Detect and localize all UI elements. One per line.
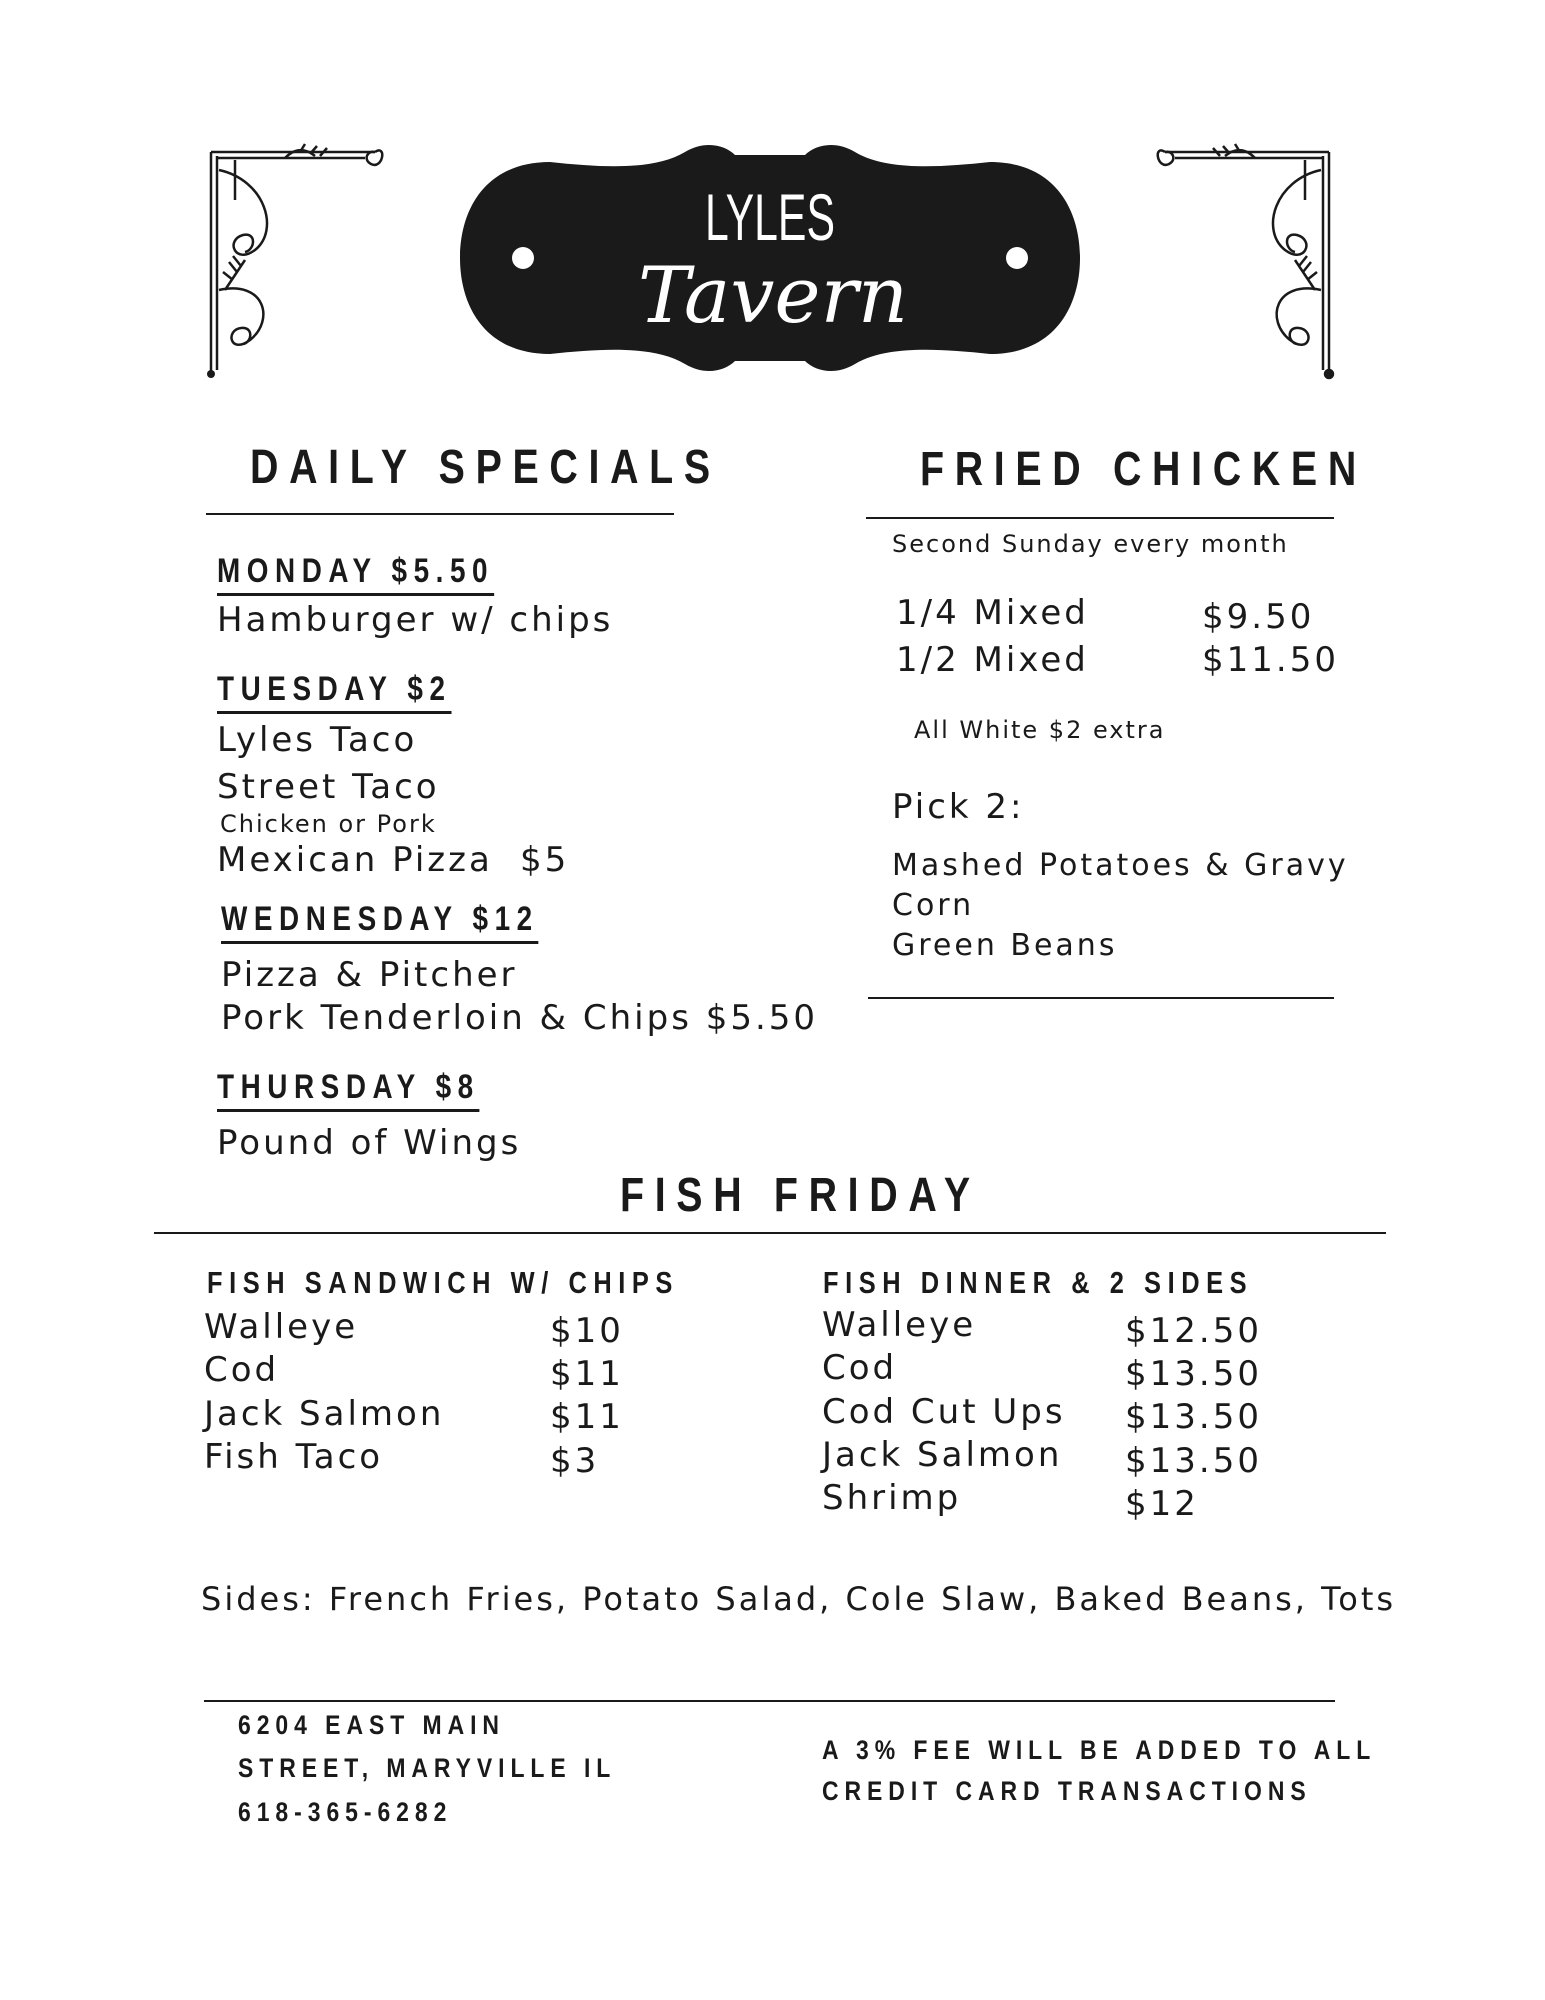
tuesday-note: Chicken or Pork [220, 810, 437, 838]
fried-chicken-pick-label: Pick 2: [892, 787, 1025, 827]
footer-fee-line1: A 3% FEE WILL BE ADDED TO ALL [822, 1735, 1377, 1765]
corner-flourish-left-icon [205, 140, 385, 380]
fish-dinner-item-price: $13.50 [1125, 1354, 1262, 1394]
fish-friday-sides: Sides: French Fries, Potato Salad, Cole Slaw, Baked Beans, Tots [201, 1580, 1397, 1618]
monday-item: Hamburger w/ chips [217, 600, 614, 640]
daily-specials-title: DAILY SPECIALS [250, 441, 721, 494]
wednesday-item-tenderloin: Pork Tenderloin & Chips $5.50 [221, 998, 819, 1038]
fish-sandwich-item-name: Walleye [204, 1307, 359, 1347]
monday-heading: MONDAY $5.50 [217, 552, 494, 596]
fried-chicken-note: All White $2 extra [914, 716, 1166, 744]
wednesday-item-pizza: Pizza & Pitcher [221, 955, 518, 995]
tuesday-heading: TUESDAY $2 [217, 670, 452, 714]
footer-rule [204, 1700, 1335, 1702]
fish-friday-rule [154, 1232, 1386, 1234]
fish-sandwich-item-name: Cod [204, 1350, 280, 1390]
fish-dinner-item-name: Cod [822, 1348, 898, 1388]
fried-chicken-side: Corn [892, 888, 975, 923]
fried-chicken-title: FRIED CHICKEN [920, 443, 1367, 496]
fish-dinner-item-price: $13.50 [1125, 1441, 1262, 1481]
thursday-heading: THURSDAY $8 [217, 1068, 480, 1112]
fried-chicken-rule [866, 517, 1334, 519]
fish-sandwich-heading: FISH SANDWICH W/ CHIPS [207, 1265, 679, 1300]
fish-friday-title: FISH FRIDAY [620, 1169, 981, 1222]
corner-flourish-right-icon [1155, 140, 1335, 380]
fried-chicken-subtitle: Second Sunday every month [892, 530, 1289, 558]
footer-address-line1: 6204 EAST MAIN [238, 1710, 505, 1740]
tuesday-item-lyles-taco: Lyles Taco [217, 720, 418, 760]
fish-dinner-item-name: Cod Cut Ups [822, 1392, 1066, 1432]
daily-specials-rule [206, 513, 674, 515]
fish-sandwich-item-price: $3 [550, 1441, 600, 1481]
thursday-item: Pound of Wings [217, 1123, 522, 1163]
fish-dinner-item-price: $13.50 [1125, 1397, 1262, 1437]
fried-chicken-item-price: $11.50 [1202, 640, 1339, 680]
fish-sandwich-item-price: $11 [550, 1354, 624, 1394]
wednesday-heading: WEDNESDAY $12 [221, 900, 539, 944]
footer-address-line2: STREET, MARYVILLE IL [238, 1753, 617, 1783]
logo-line2: Tavern [637, 251, 909, 341]
fish-dinner-item-price: $12 [1125, 1484, 1199, 1524]
fish-dinner-item-price: $12.50 [1125, 1311, 1262, 1351]
fried-chicken-bottom-rule [868, 997, 1334, 999]
footer-fee-line2: CREDIT CARD TRANSACTIONS [822, 1776, 1312, 1806]
tuesday-item-mexican-pizza-price: $5 [520, 840, 570, 880]
fish-sandwich-item-price: $10 [550, 1311, 624, 1351]
fish-sandwich-item-name: Fish Taco [204, 1437, 384, 1477]
fish-dinner-item-name: Shrimp [822, 1478, 962, 1518]
logo-line1: LYLES [705, 180, 835, 254]
tuesday-item-mexican-pizza: Mexican Pizza [217, 840, 493, 880]
fried-chicken-side: Mashed Potatoes & Gravy [892, 848, 1349, 883]
tuesday-item-street-taco: Street Taco [217, 767, 440, 807]
fried-chicken-side: Green Beans [892, 928, 1118, 963]
fish-dinner-item-name: Walleye [822, 1305, 977, 1345]
footer-phone: 618-365-6282 [238, 1797, 453, 1827]
fried-chicken-item-price: $9.50 [1202, 597, 1315, 637]
fish-dinner-heading: FISH DINNER & 2 SIDES [823, 1265, 1254, 1300]
fried-chicken-item-name: 1/2 Mixed [896, 640, 1089, 680]
fish-dinner-item-name: Jack Salmon [822, 1435, 1063, 1475]
fried-chicken-item-name: 1/4 Mixed [896, 593, 1089, 633]
logo-badge [455, 140, 1085, 380]
fish-sandwich-item-price: $11 [550, 1397, 624, 1437]
fish-sandwich-item-name: Jack Salmon [204, 1394, 445, 1434]
